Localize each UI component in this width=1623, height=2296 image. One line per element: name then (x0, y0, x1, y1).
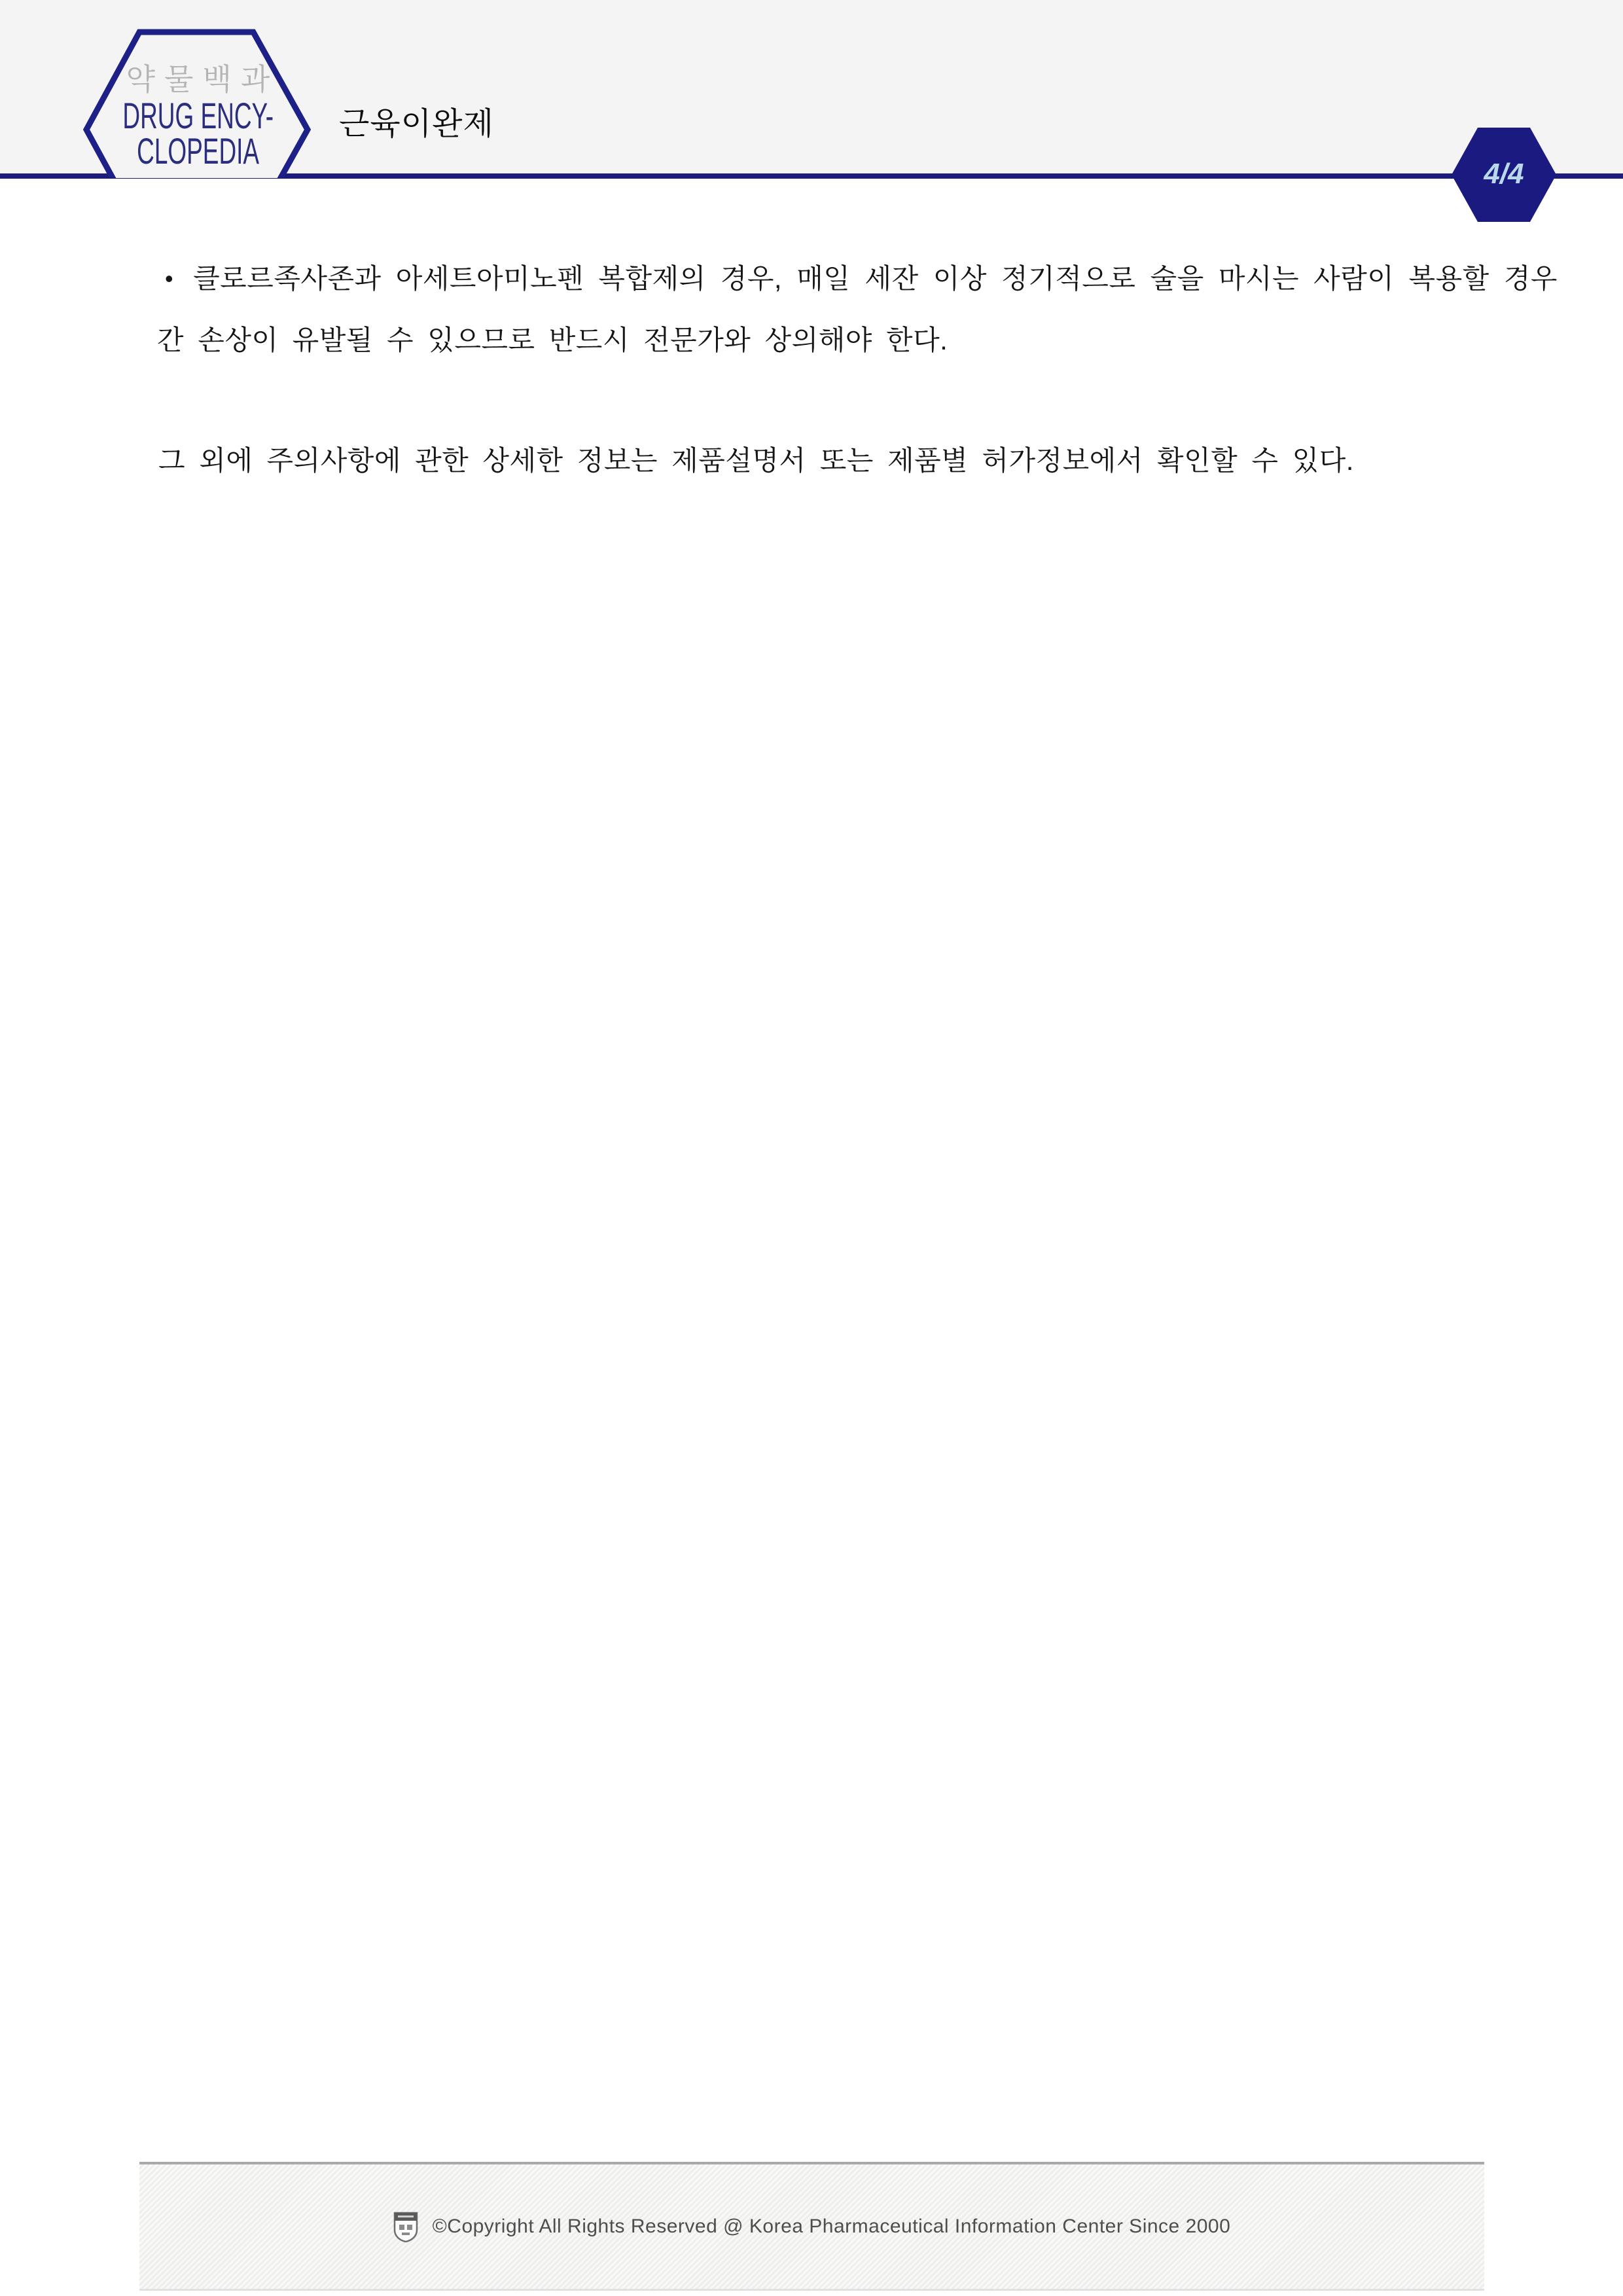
copyright-text: ©Copyright All Rights Reserved @ Korea Pharmaceutical Information Center Since 2000 (432, 2215, 1231, 2237)
bullet-paragraph-text: 클로르족사존과 아세트아미노펜 복합제의 경우, 매일 세잔 이상 정기적으로 술을 마시는 사람이 복용할 경우 간 손상이 유발될 수 있으므로 반드시 전문가와 상의해야 한다. (157, 263, 1558, 355)
logo-latin-line2: CLOPEDIA (137, 130, 259, 171)
closing-paragraph: 그 외에 주의사항에 관한 상세한 정보는 제품설명서 또는 제품별 허가정보에서 확인할 수 있다. (158, 445, 1354, 476)
bullet-marker: • (165, 265, 174, 292)
page-header (0, 0, 1623, 178)
page-number-label: 4/4 (1484, 158, 1524, 190)
logo-latin-line1: DRUG ENCY- (122, 95, 274, 136)
document-body (157, 249, 1558, 491)
logo-korean-title: 약물백과 (126, 62, 279, 96)
page-title: 근육이완제 (339, 107, 494, 141)
bullet-paragraph (157, 249, 1558, 370)
page-number-badge (1449, 126, 1559, 224)
footer (139, 2164, 1484, 2291)
kpic-shield-icon (393, 2211, 418, 2242)
